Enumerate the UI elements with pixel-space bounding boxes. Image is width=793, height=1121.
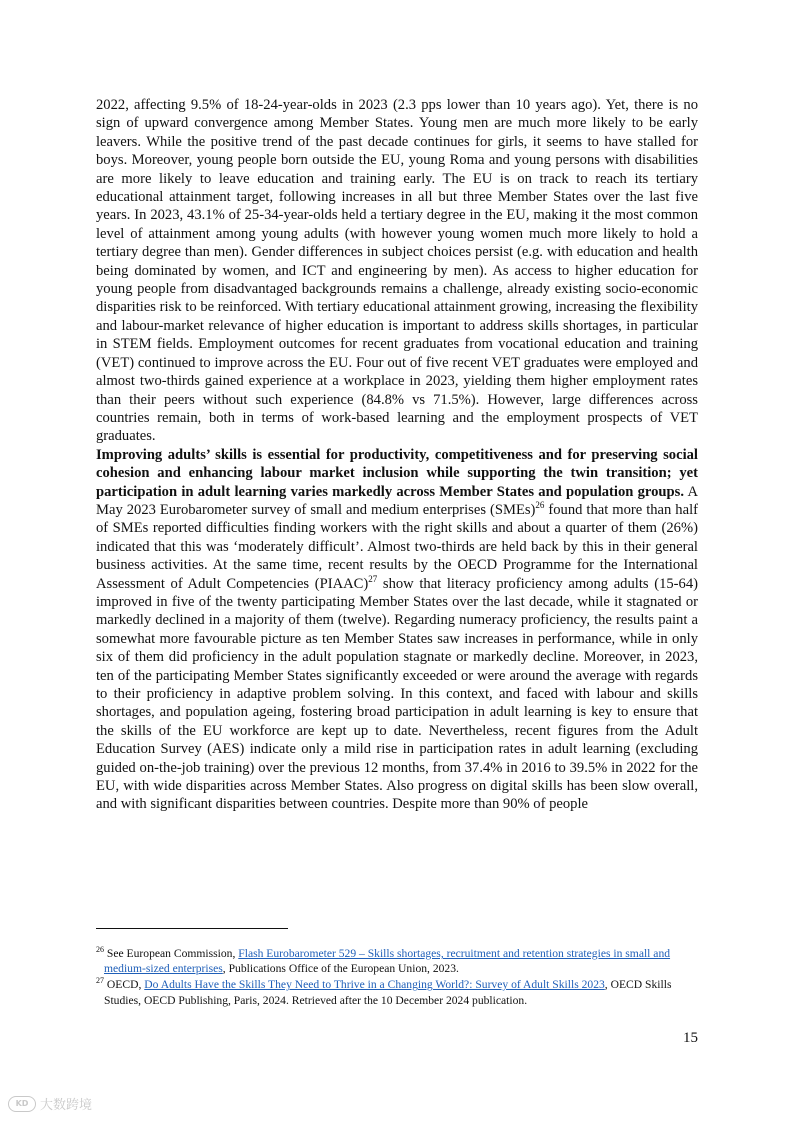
watermark-logo-icon: KD <box>8 1096 36 1112</box>
footnote-link-oecd-survey[interactable]: Do Adults Have the Skills They Need to Thrive in a Changing World?: Survey of Adult Skills 2023 <box>144 978 605 992</box>
footnote-26 <box>96 946 700 976</box>
footnote-text: See European Commission, <box>104 947 239 960</box>
watermark-text: 大数跨境 <box>40 1098 93 1113</box>
body-text <box>96 96 698 814</box>
footnote-text: , OECD Skills Studies, OECD Publishing, Paris, 2024. Retrieved after the 10 December 2024 publication. <box>104 978 672 1007</box>
footnote-ref-26[interactable]: 26 <box>535 500 545 511</box>
paragraph-adult-skills <box>96 446 698 814</box>
paragraph-lead-bold: Improving adults’ skills is essential for productivity, competitiveness and for preserving social cohesion and enhancing labour market inclusion while supporting the twin transition; yet participation in adult learning varies markedly across Member States and population groups. <box>96 446 698 500</box>
footnote-text: , Publications Office of the European Union, 2023. <box>222 962 459 976</box>
footnotes <box>96 946 700 1009</box>
page-number: 15 <box>683 1030 698 1046</box>
watermark <box>8 1094 92 1113</box>
footnote-text: OECD, <box>104 978 145 992</box>
paragraph-text: A May 2023 Eurobarometer survey of small and medium enterprises (SMEs) <box>96 483 698 518</box>
footnote-separator <box>96 928 288 929</box>
paragraph-early-leavers: 2022, affecting 9.5% of 18-24-year-olds in 2023 (2.3 pps lower than 10 years ago). Yet, there is no sign of upward convergence among Member States. Young men are much more likely to be early leavers. While the positive trend of the past decade continues for girls, it seems to have stalled for boys. Moreover, young people born outside the EU, young Roma and young persons with disabilities are more likely to leave education and training early. The EU is on track to reach its tertiary educational attainment target, following increases in all but three Member States over the last five years. In 2023, 43.1% of 25-34-year-olds held a tertiary degree in the EU, making it the most common level of attainment among young adults (with however young women much more likely to hold a tertiary degree than men). Gender differences in subject choices persist (e.g. with education and health being dominated by women, and ICT and engineering by men). As access to higher education for young people from disadvantaged backgrounds remains a challenge, already existing socio-economic disparities risk to be reinforced. With tertiary educational attainment growing, increasing the flexibility and labour-market relevance of higher education is important to address skills shortages, in particular in STEM fields. Employment outcomes for recent graduates from vocational education and training (VET) continued to improve across the EU. Four out of five recent VET graduates were employed and almost two-thirds gained experience at a workplace in 2023, yielding them higher employment rates than their peers without such experience (84.8% vs 71.5%). However, large differences across countries remain, both in terms of work-based learning and the employment prospects of VET graduates. <box>96 97 698 445</box>
footnote-link-eurobarometer[interactable]: Flash Eurobarometer 529 – Skills shortages, recruitment and retention strategies in small and medium-sized enterprises <box>104 947 671 976</box>
footnote-ref-27[interactable]: 27 <box>368 573 378 584</box>
paragraph-text: found that more than half of SMEs reported difficulties finding workers with the right skills and about a quarter of them (26%) indicated that this was ‘moderately difficult’. Almost two-thirds are held back by this in their general business activities. At the same time, recent results by the OECD Programme for the International Assessment of Adult Competencies (PIAAC) <box>96 501 698 592</box>
footnote-number: 27 <box>96 976 104 986</box>
footnote-number: 26 <box>96 945 104 955</box>
footnote-27 <box>96 977 700 1007</box>
paragraph-text: show that literacy proficiency among adults (15-64) improved in five of the twenty participating Member States over the last decade, while it stagnated or markedly declined in a majority of them (twelve). Regarding numeracy proficiency, the results paint a somewhat more favourable picture as ten Member States saw increases in performance, while in only six of them did proficiency in the adult population stagnate or markedly decline. Moreover, in 2023, ten of the participating Member States significantly exceeded or were around the average with regards to their proficiency in adaptive problem solving. In this context, and faced with labour and skills shortages, and population ageing, fostering broad participation in adult learning is key to ensure that the skills of the EU workforce are kept up to date. Nevertheless, recent figures from the Adult Education Survey (AES) indicate only a mild rise in participation rates in adult learning (excluding guided on-the-job training) over the previous 12 months, from 37.4% in 2016 to 39.5% in 2022 for the EU, with wide disparities across Member States. Also progress on digital skills has been slow overall, and with significant disparities between countries. Despite more than 90% of people <box>96 575 698 813</box>
